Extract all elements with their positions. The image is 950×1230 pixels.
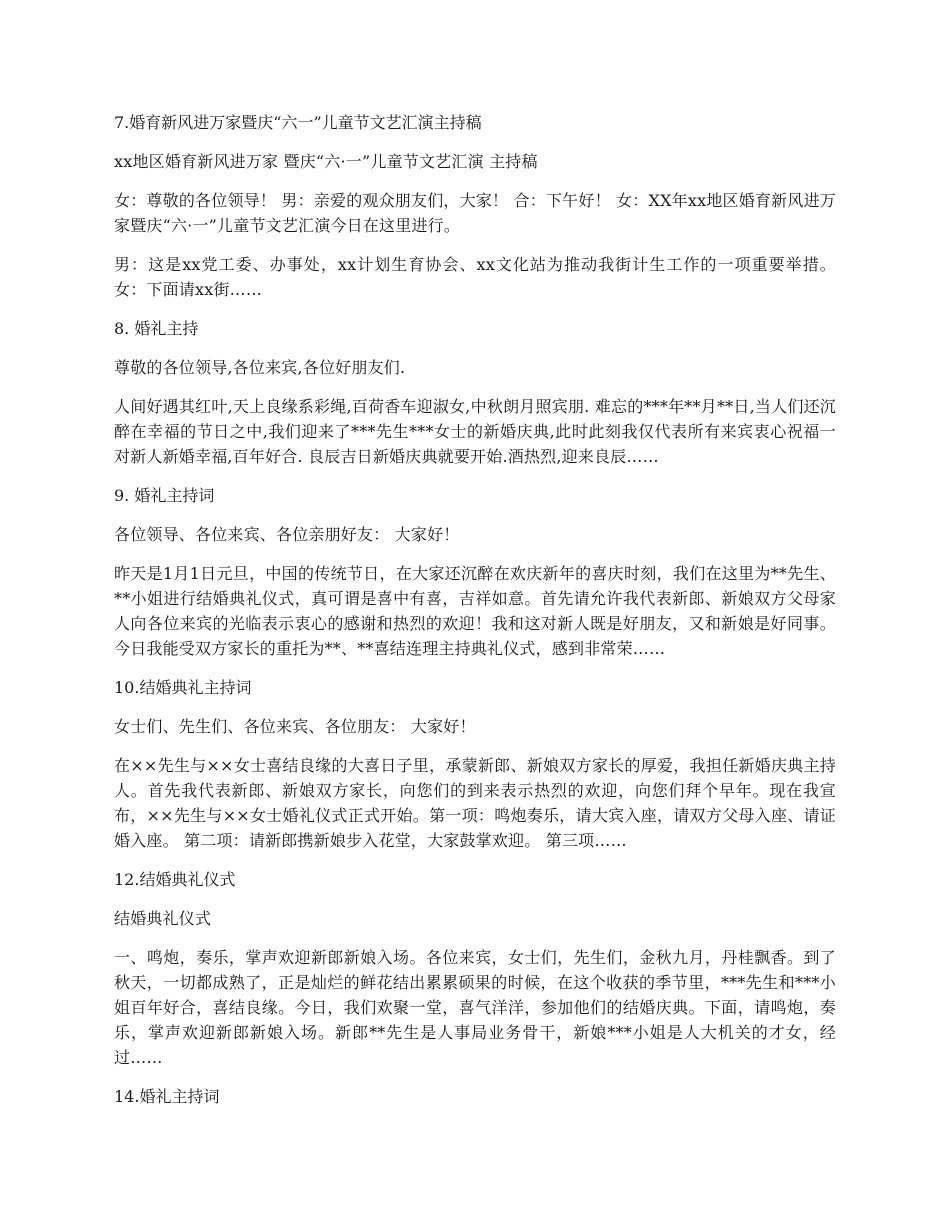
paragraph: 尊敬的各位领导,各位来宾,各位好朋友们.: [114, 358, 406, 377]
paragraph: 昨天是1月1日元旦，中国的传统节日，在大家还沉醉在欢庆新年的喜庆时刻，我们在这里为**先生、**小姐进行结婚典礼仪式，真可谓是喜中有喜，吉祥如意。首先请允许我代表新郎、新娘双方父母家人向各位来宾的光临表示衷心的感谢和热烈的欢迎！我和这对新人既是好朋友，又和新娘是好同事。今日我能受双方家长的重托为**、**喜结连理主持典礼仪式，感到非常荣……: [114, 564, 836, 658]
paragraph: 男：这是xx党工委、办事处，xx计划生育协会、xx文化站为推动我街计生工作的一项重要举措。 女：下面请xx街……: [114, 255, 836, 299]
section-heading: 9. 婚礼主持词: [114, 486, 215, 505]
paragraph: 女士们、先生们、各位来宾、各位朋友： 大家好！: [114, 717, 476, 736]
section-heading: 8. 婚礼主持: [114, 319, 199, 338]
section-heading: 12.结婚典礼仪式: [114, 870, 236, 889]
paragraph: 各位领导、各位来宾、各位亲朋好友： 大家好！: [114, 525, 460, 544]
section-heading: 10.结婚典礼主持词: [114, 678, 252, 697]
document-body: [114, 110, 836, 1123]
paragraph: 一、鸣炮，奏乐，掌声欢迎新郎新娘入场。各位来宾，女士们，先生们，金秋九月，丹桂飘香。到了秋天，一切都成熟了，正是灿烂的鲜花结出累累硕果的时候，在这个收获的季节里，***先生和***小姐百年好合，喜结良缘。今日，我们欢聚一堂，喜气洋洋，参加他们的结婚庆典。下面，请鸣炮，奏乐，掌声欢迎新郎新娘入场。新郎**先生是人事局业务骨干，新娘***小姐是人大机关的才女，经过……: [114, 948, 836, 1067]
paragraph: 结婚典礼仪式: [114, 909, 212, 928]
section-heading: 7.婚育新风进万家暨庆“六一”儿童节文艺汇演主持稿: [114, 113, 482, 132]
paragraph: 人间好遇其红叶,天上良缘系彩绳,百荷香车迎淑女,中秋朗月照宾朋. 难忘的***年**月**日,当人们还沉醉在幸福的节日之中,我们迎来了***先生***女士的新婚庆典,此时此刻我仅代表所有来宾衷心祝福一对新人新婚幸福,百年好合. 良辰吉日新婚庆典就要开始.酒热烈,迎来良辰……: [114, 397, 836, 466]
paragraph: 在××先生与××女士喜结良缘的大喜日子里，承蒙新郎、新娘双方家长的厚爱，我担任新婚庆典主持人。首先我代表新郎、新娘双方家长，向您们的到来表示热烈的欢迎，向您们拜个早年。现在我宣布，××先生与××女士婚礼仪式正式开始。第一项：鸣炮奏乐，请大宾入座，请双方父母入座、请证婚入座。 第二项：请新郎携新娘步入花堂，大家鼓掌欢迎。 第三项……: [114, 756, 836, 850]
section-heading: 14.婚礼主持词: [114, 1087, 220, 1106]
paragraph: 女：尊敬的各位领导！ 男：亲爱的观众朋友们，大家！ 合：下午好！ 女：XX年xx地区婚育新风进万家暨庆“六·一”儿童节文艺汇演今日在这里进行。: [114, 191, 836, 235]
paragraph: xx地区婚育新风进万家 暨庆“六·一”儿童节文艺汇演 主持稿: [114, 152, 538, 171]
